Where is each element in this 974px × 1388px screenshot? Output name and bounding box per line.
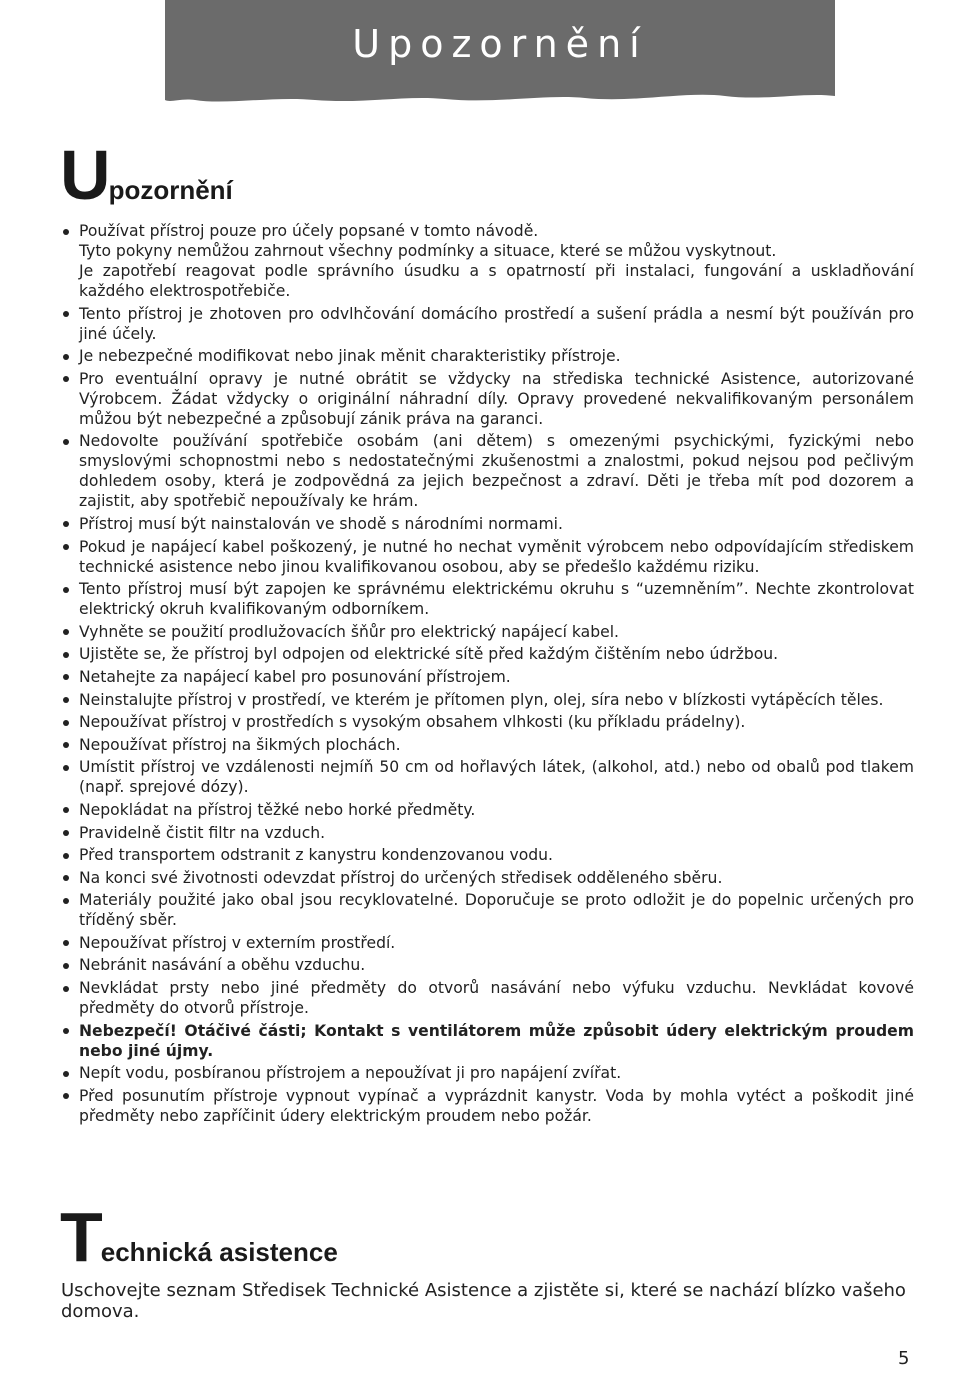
warning-item-text: Pokud je napájecí kabel poškozený, je nutné ho nechat vyměnit výrobcem nebo odpovídajícím střediskem technické asistence nebo jinou kvalifikovanou osobou, aby se předešlo každému riziku.: [79, 537, 914, 576]
warning-item: [62, 845, 914, 865]
heading-initial: U: [60, 136, 109, 214]
warning-item: [62, 369, 914, 429]
warning-item: [62, 431, 914, 511]
warning-item-text: Umístit přístroj ve vzdálenosti nejmíň 50 cm od hořlavých látek, (alkohol, atd.) nebo od obalů pod tlakem (např. sprejové dózy).: [79, 758, 914, 797]
warning-item: [62, 1063, 914, 1083]
warning-item-text: Nepít vodu, posbíranou přístrojem a nepoužívat ji pro napájení zvířat.: [79, 1064, 622, 1083]
warning-item-text: Přístroj musí být nainstalován ve shodě s národními normami.: [79, 514, 563, 533]
warning-item-text: Tento přístroj musí být zapojen ke správnému elektrickému okruhu s “uzemněním”. Nechte zkontrolovat elektrický okruh kvalifikovaným odborníkem.: [79, 580, 914, 619]
warning-item-text: Před posunutím přístroje vypnout vypínač a vyprázdnit kanystr. Voda by mohla vytéct a poškodit jiné předměty nebo zapříčinit údery elektrickým proudem nebo požár.: [79, 1086, 914, 1125]
warning-item: [62, 346, 914, 366]
warning-item: [62, 890, 914, 930]
warning-item-text: Nebránit nasávání a oběhu vzduchu.: [79, 956, 366, 975]
warning-item: [62, 1021, 914, 1061]
warning-item: [62, 868, 914, 888]
warning-item-text: Je nebezpečné modifikovat nebo jinak měnit charakteristiky přístroje.: [79, 347, 621, 366]
warning-item-text: Tyto pokyny nemůžou zahrnout všechny podmínky a situace, které se můžou vyskytnout.: [79, 242, 777, 260]
warning-item-text: Používat přístroj pouze pro účely popsané v tomto návodě.: [79, 222, 539, 240]
warning-item-text: Nepoužívat přístroj na šikmých plochách.: [79, 735, 401, 754]
warning-item: [62, 712, 914, 732]
warning-item: [62, 978, 914, 1018]
warning-item: [62, 579, 914, 619]
warning-item-text: Tento přístroj je zhotoven pro odvlhčování domácího prostředí a sušení prádla a nesmí být používán pro jiné účely.: [79, 304, 914, 343]
header-banner: [165, 0, 835, 108]
warning-item-text: Vyhněte se použití prodlužovacích šňůr pro elektrický napájecí kabel.: [79, 622, 620, 641]
warning-item: [62, 221, 914, 301]
warning-item: [62, 622, 914, 642]
warning-item-text: Pro eventuální opravy je nutné obrátit se vždycky na střediska technické Asistence, autorizované Výrobcem. Žádat vždycky o originální náhradní díly. Opravy provedené nekvalifikovaným personálem můžou být nebezpečné a způsobují zánik práva na garanci.: [79, 369, 914, 428]
warning-list: [62, 221, 914, 1128]
warning-item: [62, 933, 914, 953]
warning-item: [62, 514, 914, 534]
heading-text: echnická asistence: [100, 1237, 338, 1267]
warning-item: [62, 823, 914, 843]
warning-item-text: Na konci své životnosti odevzdat přístroj do určených středisek odděleného sběru.: [79, 868, 723, 887]
warning-item-text: Před transportem odstranit z kanystru kondenzovanou vodu.: [79, 846, 553, 865]
warning-item: [62, 735, 914, 755]
section-heading-warnings: [60, 136, 233, 214]
warning-item: [62, 800, 914, 820]
warning-item: [62, 955, 914, 975]
warning-item: [62, 644, 914, 664]
page-number: 5: [898, 1348, 910, 1369]
heading-text: pozornění: [108, 175, 233, 205]
warning-item: [62, 1086, 914, 1126]
heading-initial: T: [60, 1198, 101, 1276]
warning-item-text: Netahejte za napájecí kabel pro posunování přístrojem.: [79, 667, 511, 686]
warning-item: [62, 690, 914, 710]
warning-item: [62, 667, 914, 687]
section-heading-technical-assistance: [60, 1198, 338, 1276]
warning-item: [62, 304, 914, 344]
warning-item-text: Neinstalujte přístroj v prostředí, ve kterém je přítomen plyn, olej, síra nebo v blízkosti vytápěcích těles.: [79, 690, 884, 709]
warning-item-text: Nebezpečí! Otáčivé části; Kontakt s ventilátorem může způsobit údery elektrickým proudem nebo jiné újmy.: [79, 1021, 914, 1060]
warning-item-text: Materiály použité jako obal jsou recyklovatelné. Doporučuje se proto odložit je do popelnic určených pro tříděný sběr.: [79, 891, 914, 930]
technical-assistance-text: Uschovejte seznam Středisek Technické Asistence a zjistěte si, které se nachází blízko vašeho domova.: [61, 1280, 906, 1322]
banner-title: Upozornění: [352, 22, 648, 66]
warning-item-text: Nepokládat na přístroj těžké nebo horké předměty.: [79, 800, 476, 819]
warning-item: [62, 537, 914, 577]
warning-item-text: Nevkládat prsty nebo jiné předměty do otvorů nasávání nebo výfuku vzduchu. Nevkládat kovové předměty do otvorů přístroje.: [79, 979, 914, 1018]
warning-item-text: Je zapotřebí reagovat podle správního úsudku a s opatrností při instalaci, fungování a uskladňování každého elektrospotřebiče.: [79, 262, 914, 300]
warning-item-text: Ujistěte se, že přístroj byl odpojen od elektrické sítě před každým čištěním nebo údržbou.: [79, 645, 779, 664]
warning-item-text: Nepoužívat přístroj v externím prostředí.: [79, 933, 396, 952]
warning-item-text: Nedovolte používání spotřebiče osobám (ani dětem) s omezenými psychickými, fyzickými nebo smyslovými schopnostmi nebo s nedostatečnými zkušenostmi a znalostmi, pokud nejsou pod pečlivým dohledem osoby, která je zodpovědná za jejich bezpečnost a zdraví. Děti je třeba mít pod dozorem a zajistit, aby spotřebič nepoužívaly ke hrám.: [79, 432, 914, 511]
warning-item: [62, 757, 914, 797]
warning-item-text: Nepoužívat přístroj v prostředích s vysokým obsahem vlhkosti (ku příkladu prádelny).: [79, 713, 746, 732]
warning-item-text: Pravidelně čistit filtr na vzduch.: [79, 823, 326, 842]
